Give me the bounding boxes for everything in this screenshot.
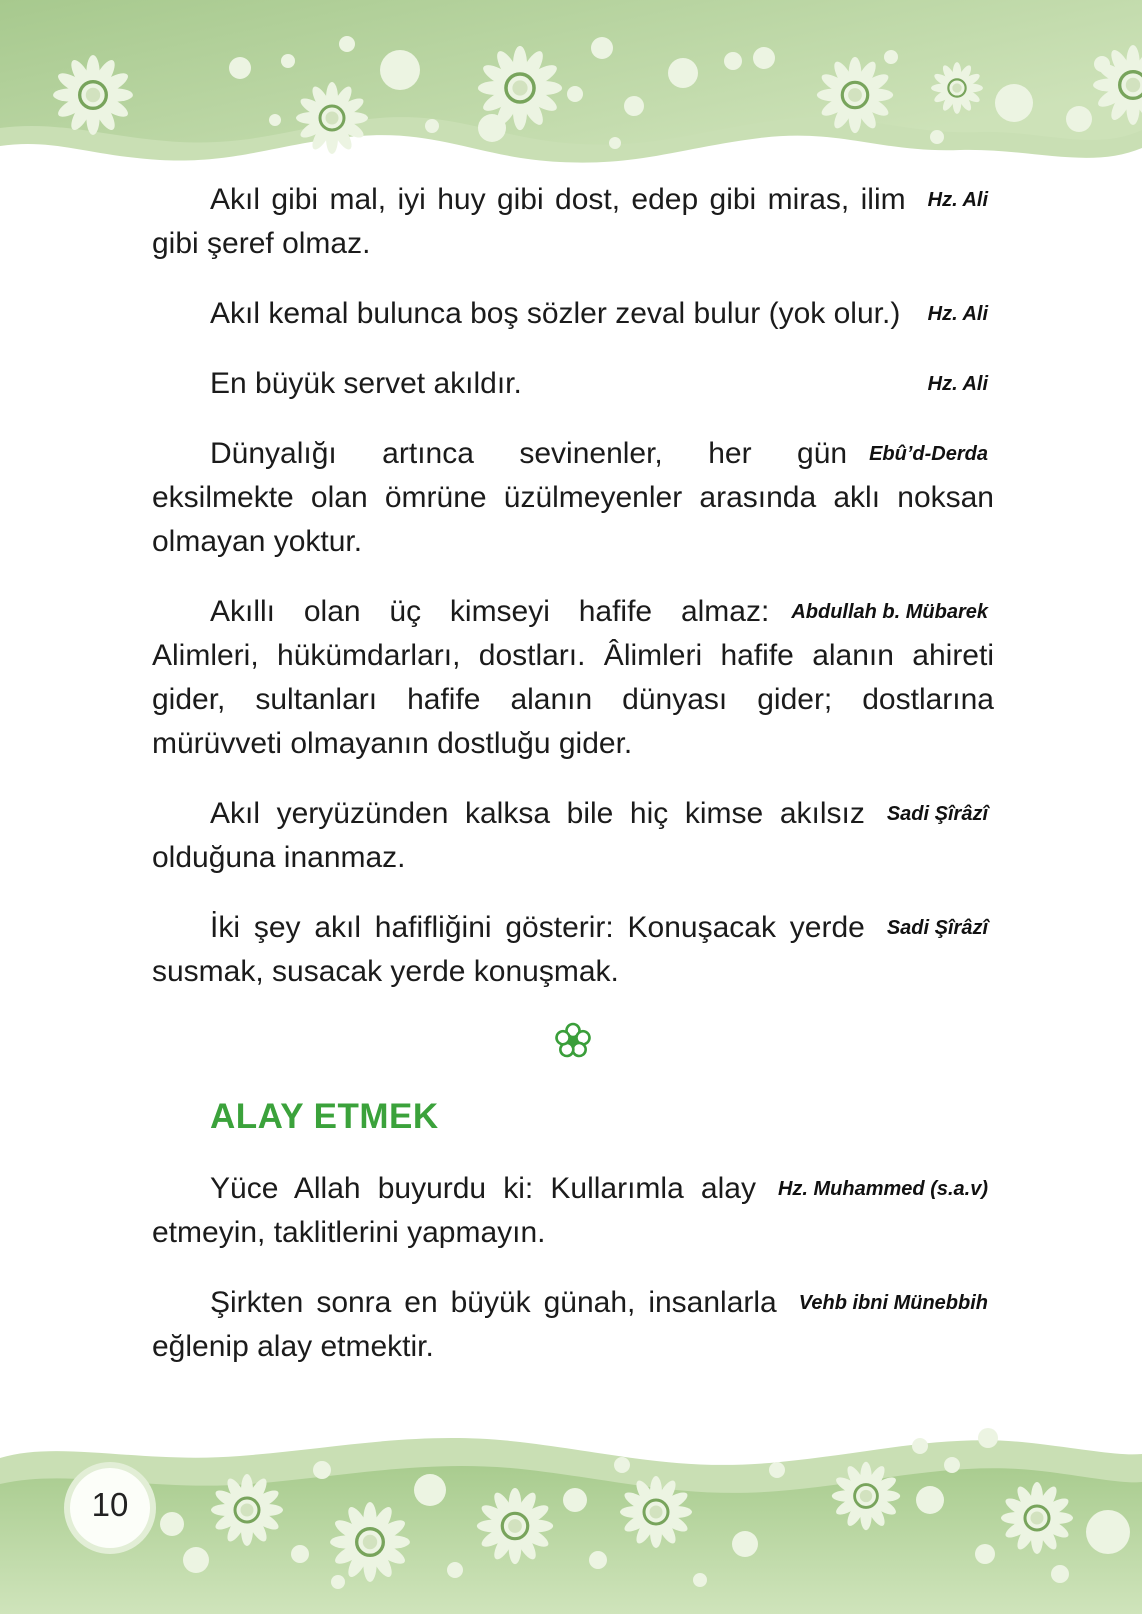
quote-text: Akıllı olan üç kimseyi hafife almaz: Alimleri, hükümdarları, dostları. Âlimleri hafife alanın ahireti gider, sultanları hafife alanın dünyası gider; dostlarına mürüvveti olmayanın dostluğu gider. xyxy=(152,595,994,760)
quote-item xyxy=(152,178,994,266)
quote-item xyxy=(152,292,994,336)
top-border-decoration xyxy=(0,0,1142,170)
quote-text: İki şey akıl hafifliğini gösterir: Konuşacak yerde susmak, susacak yerde konuşmak. xyxy=(152,911,865,988)
quote-item xyxy=(152,1281,994,1369)
quote-paragraph xyxy=(152,590,994,766)
quote-author: Hz. Ali xyxy=(927,373,988,395)
quote-text: Yüce Allah buyurdu ki: Kullarımla alay etmeyin, taklitlerini yapmayın. xyxy=(152,1172,756,1249)
quote-item xyxy=(152,362,994,406)
quote-text: Dünyalığı artınca sevinenler, her gün eksilmekte olan ömrüne üzülmeyenler arasında aklı noksan olmayan yoktur. xyxy=(152,437,994,558)
quote-text: Akıl kemal bulunca boş sözler zeval bulur (yok olur.) xyxy=(210,297,901,330)
section-divider xyxy=(152,1020,994,1067)
quote-author: Hz. Ali xyxy=(927,303,988,325)
page-content xyxy=(152,178,994,1395)
quote-paragraph xyxy=(152,906,994,994)
quote-item xyxy=(152,1167,994,1255)
quote-author: Sadi Şîrâzî xyxy=(886,917,988,939)
quote-paragraph xyxy=(152,432,994,564)
quote-paragraph xyxy=(152,1281,994,1369)
quote-item xyxy=(152,906,994,994)
quote-text: Akıl gibi mal, iyi huy gibi dost, edep gibi miras, ilim gibi şeref olmaz. xyxy=(152,183,906,260)
quote-author: Hz. Ali xyxy=(927,189,988,211)
quote-item xyxy=(152,590,994,766)
quote-author: Abdullah b. Mübarek xyxy=(791,601,988,623)
quote-text: Şirkten sonra en büyük günah, insanlarla eğlenip alay etmektir. xyxy=(152,1286,777,1363)
quote-paragraph xyxy=(152,178,994,266)
quote-paragraph xyxy=(152,1167,994,1255)
quote-paragraph xyxy=(152,362,994,406)
bottom-border-decoration xyxy=(0,1420,1142,1614)
flower-ornament-icon xyxy=(552,1020,594,1062)
quote-author: Hz. Muhammed (s.a.v) xyxy=(777,1178,988,1200)
quote-author: Ebû’d-Derda xyxy=(869,443,988,465)
quote-paragraph xyxy=(152,292,994,336)
quote-item xyxy=(152,432,994,564)
page-number: 10 xyxy=(91,1486,129,1523)
quote-author: Sadi Şîrâzî xyxy=(886,803,988,825)
quote-text: Akıl yeryüzünden kalksa bile hiç kimse akılsız olduğuna inanmaz. xyxy=(152,797,865,874)
quote-item xyxy=(152,792,994,880)
section-heading: ALAY ETMEK xyxy=(210,1097,439,1136)
quote-author: Vehb ibni Münebbih xyxy=(798,1292,988,1314)
quote-paragraph xyxy=(152,792,994,880)
quote-text: En büyük servet akıldır. xyxy=(210,367,522,400)
